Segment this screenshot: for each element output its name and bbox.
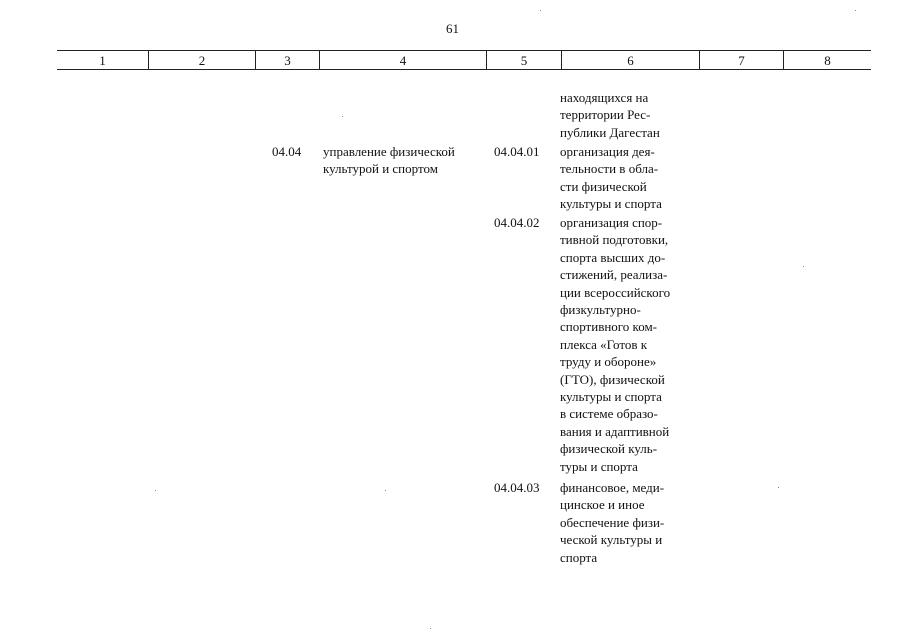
row-2-sub-code: 04.04.02 — [494, 215, 540, 230]
row-1-name: управление физической культурой и спортом — [323, 144, 455, 177]
scan-speck — [385, 490, 386, 491]
table-header — [57, 50, 871, 70]
scan-speck — [803, 266, 804, 267]
header-col-8: 8 — [783, 51, 871, 69]
row-1-description: организация дея- тельности в обла- сти физической культуры и спорта — [560, 144, 662, 212]
scan-speck — [155, 490, 156, 491]
row-1-sub-code: 04.04.01 — [494, 144, 540, 159]
header-col-7: 7 — [699, 51, 783, 69]
row-0-description: находящихся на территории Рес- публики Дагестан — [560, 90, 660, 140]
page-number: 61 — [446, 21, 459, 36]
scan-speck — [855, 10, 856, 11]
row-1-code: 04.04 — [272, 144, 302, 159]
header-col-5: 5 — [486, 51, 561, 69]
header-col-2: 2 — [148, 51, 255, 69]
scan-speck — [778, 487, 779, 488]
header-col-3: 3 — [255, 51, 319, 69]
header-col-1: 1 — [99, 53, 106, 68]
header-col-6: 6 — [561, 51, 699, 69]
header-col-4: 4 — [319, 51, 486, 69]
row-3-sub-code: 04.04.03 — [494, 480, 540, 495]
row-2-description: организация спор- тивной подготовки, спорта высших до- стижений, реализа- ции всероссийского физкультурно- спортивного ком- плекса «Готов к труду и обороне» (ГТО), физической культуры и спорта в системе образо- вания и адаптивной физической куль- туры и спорта — [560, 215, 671, 474]
scan-speck — [540, 10, 541, 11]
scan-speck — [430, 628, 431, 629]
row-3-description: финансовое, меди- цинское и иное обеспечение физи- ческой культуры и спорта — [560, 480, 665, 565]
scan-speck — [342, 116, 343, 117]
